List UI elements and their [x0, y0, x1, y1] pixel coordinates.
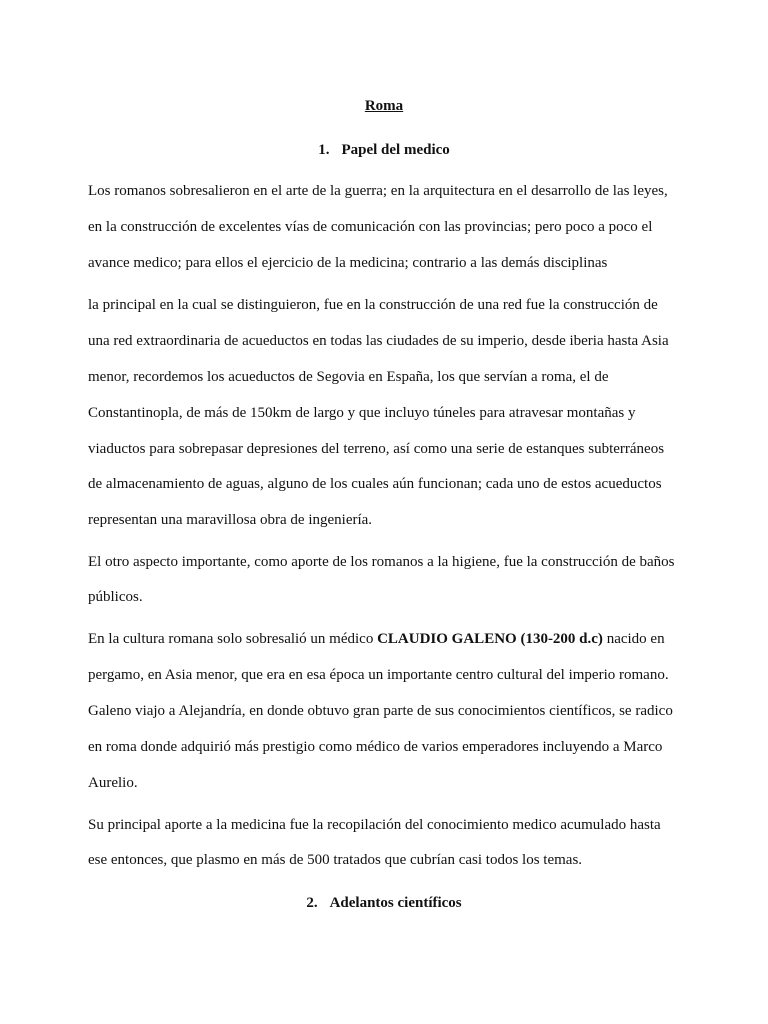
paragraph-line: la principal en la cual se distinguieron, fue en la construcción de una red fue la construcción de — [88, 297, 658, 313]
paragraph-line: Su principal aporte a la medicina fue la recopilación del conocimiento medico acumulado hasta — [88, 817, 661, 833]
paragraph-line: una red extraordinaria de acueductos en todas las ciudades de su imperio, desde iberia hasta Asia — [88, 333, 669, 349]
paragraph-line: Constantinopla, de más de 150km de largo y que incluyo túneles para atravesar montañas y — [88, 405, 636, 421]
section-title: Adelantos científicos — [329, 895, 462, 911]
section-heading-1 — [0, 140, 768, 160]
document-title: Roma — [364, 98, 404, 114]
paragraph-line: en la construcción de excelentes vías de comunicación con las provincias; pero poco a poco el — [88, 219, 653, 235]
text-run: En la cultura romana solo sobresalió un médico — [88, 631, 378, 647]
section-title: Papel del medico — [341, 142, 450, 158]
paragraph-line: Los romanos sobresalieron en el arte de la guerra; en la arquitectura en el desarrollo de las leyes, — [88, 183, 668, 199]
paragraph-line: viaductos para sobrepasar depresiones del terreno, así como una serie de estanques subterráneos — [88, 441, 665, 457]
paragraph-line: representan una maravillosa obra de ingeniería. — [88, 512, 373, 528]
text-run: nacido en — [602, 631, 665, 647]
section-heading-2 — [0, 893, 768, 913]
paragraph-line: menor, recordemos los acueductos de Segovia en España, los que servían a roma, el de — [88, 369, 609, 385]
paragraph-line: El otro aspecto importante, como aporte de los romanos a la higiene, fue la construcción de baños — [88, 554, 675, 570]
paragraph-line: pergamo, en Asia menor, que era en esa época un importante centro cultural del imperio romano. — [88, 667, 669, 683]
paragraph-line: ese entonces, que plasmo en más de 500 tratados que cubrían casi todos los temas. — [88, 852, 583, 868]
paragraph-line: de almacenamiento de aguas, alguno de los cuales aún funcionan; cada uno de estos acueductos — [88, 476, 662, 492]
paragraph-line: Aurelio. — [88, 775, 138, 791]
paragraph-line — [88, 629, 688, 649]
paragraph-line: avance medico; para ellos el ejercicio de la medicina; contrario a las demás disciplinas — [88, 255, 608, 271]
section-number: 1. — [318, 142, 330, 158]
paragraph-line: en roma donde adquirió más prestigio como médico de varios emperadores incluyendo a Marco — [88, 739, 663, 755]
paragraph-line: públicos. — [88, 589, 143, 605]
section-number: 2. — [306, 895, 318, 911]
bold-name: CLAUDIO GALENO (130-200 d.c) — [377, 631, 603, 647]
paragraph-line: Galeno viajo a Alejandría, en donde obtuvo gran parte de sus conocimientos científicos, se radico — [88, 703, 673, 719]
